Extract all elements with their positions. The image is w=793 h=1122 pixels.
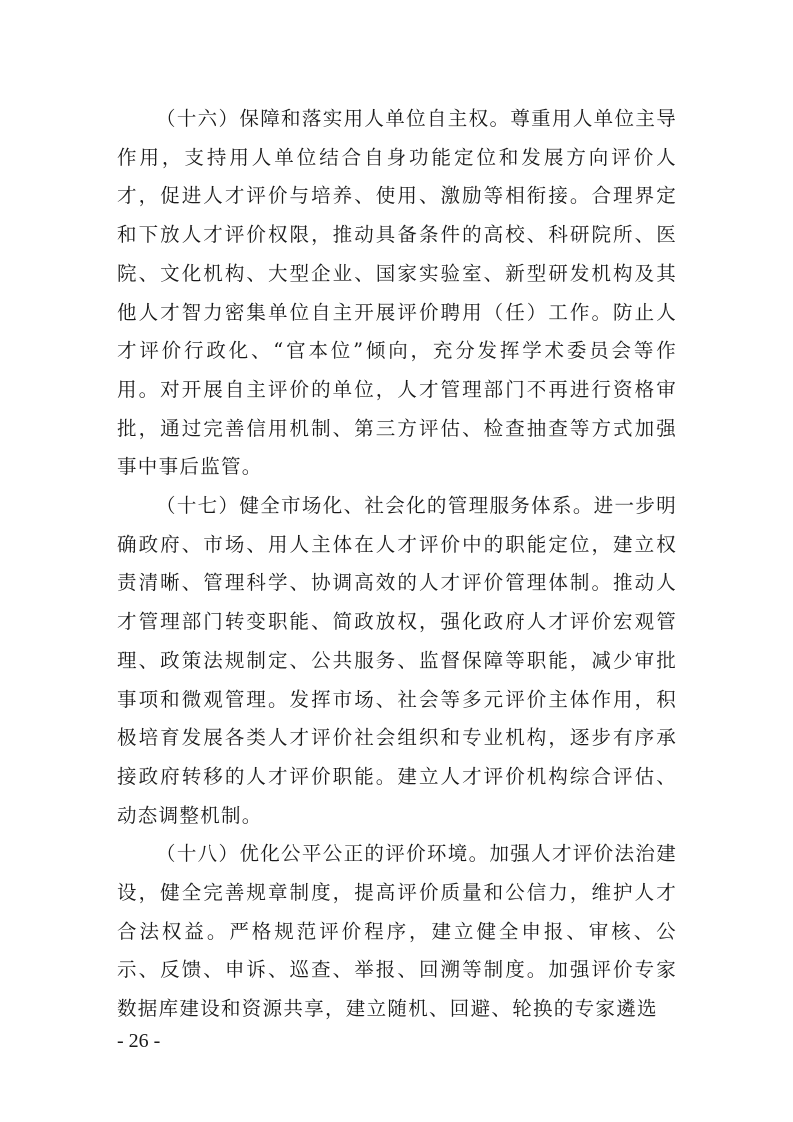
section-heading-18: （十八）优化公平公正的评价环境。 <box>156 842 490 866</box>
body-text <box>117 100 677 1029</box>
paragraph-17 <box>117 487 677 835</box>
section-heading-16: （十六）保障和落实用人单位自主权。 <box>156 107 511 130</box>
section-heading-17: （十七）健全市场化、社会化的管理服务体系。 <box>156 494 594 518</box>
paragraph-17-body: 进一步明确政府、市场、用人主体在人才评价中的职能定位，建立权责清晰、管理科学、协调高效的人才评价管理体制。推动人才管理部门转变职能、简政放权，强化政府人才评价宏观管理、政策法规制定、公共服务、监督保障等职能，减少审批事项和微观管理。发挥市场、社会等多元评价主体作用，积极培育发展各类人才评价社会组织和专业机构，逐步有序承接政府转移的人才评价职能。建立人才评价机构综合评估、动态调整机制。 <box>117 494 677 827</box>
paragraph-18 <box>117 835 677 1029</box>
paragraph-16 <box>117 100 677 487</box>
paragraph-16-body: 尊重用人单位主导作用，支持用人单位结合自身功能定位和发展方向评价人才，促进人才评价与培养、使用、激励等相衔接。合理界定和下放人才评价权限，推动具备条件的高校、科研院所、医院、文化机构、大型企业、国家实验室、新型研发机构及其他人才智力密集单位自主开展评价聘用（任）工作。防止人才评价行政化、“官本位”倾向，充分发挥学术委员会等作用。对开展自主评价的单位，人才管理部门不再进行资格审批，通过完善信用机制、第三方评估、检查抽查等方式加强事中事后监管。 <box>117 107 677 479</box>
paragraph-18-body: 加强人才评价法治建设，健全完善规章制度，提高评价质量和公信力，维护人才合法权益。严格规范评价程序，建立健全申报、审核、公示、反馈、申诉、巡查、举报、回溯等制度。加强评价专家数据库建设和资源共享，建立随机、回避、轮换的专家遴选 <box>117 842 677 1021</box>
page-number: - 26 - <box>117 1030 161 1052</box>
